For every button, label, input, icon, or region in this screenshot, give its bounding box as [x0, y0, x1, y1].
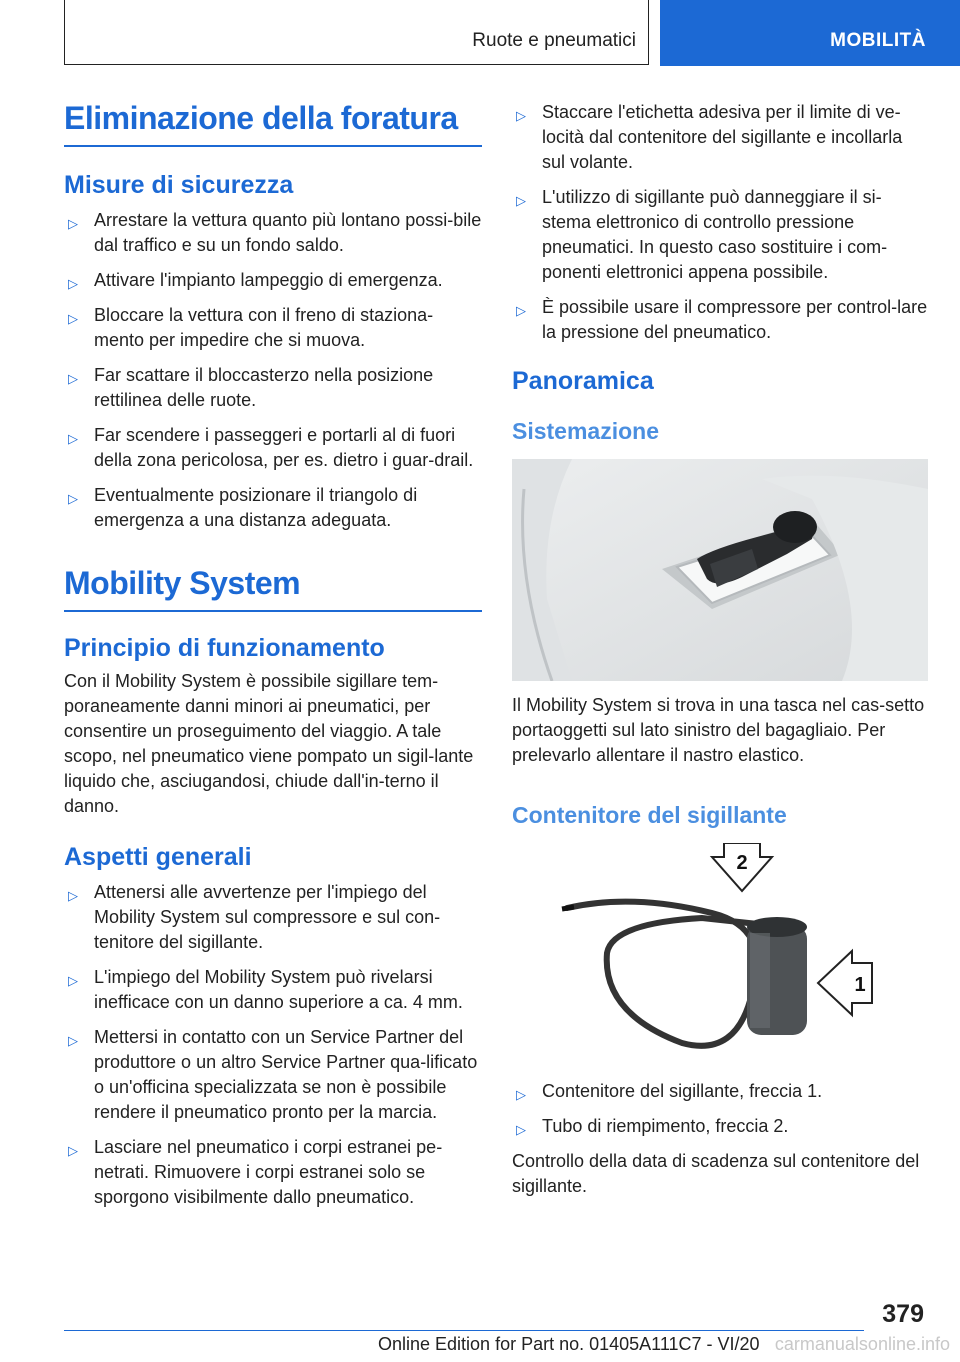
list-item: ▷ Far scendere i passeggeri e portarli al di fuori della zona pericolosa, per es. dietro i guar-drail.	[68, 425, 474, 470]
list-item: ▷ Mettersi in contatto con un Service Partner del produttore o un altro Service Partner qua-lificato o un'officina specializzata se non è possibile rendere il pneumatico pronto per la marcia.	[68, 1027, 478, 1122]
principle-paragraph: Con il Mobility System è possibile sigillare tem-poraneamente danni minori ai pneumatici, per consentire un proseguimento del viaggio. A tale scopo, nel pneumatico viene pompato un sigil-lante liquido che, asciugandosi, chiude dall'in-terno il danno.	[64, 671, 474, 816]
list-item: ▷ L'impiego del Mobility System può rivelarsi inefficace con un danno superiore a ca. 4 mm.	[68, 967, 463, 1012]
footer-divider	[64, 1330, 864, 1331]
subheading-placement: Sistemazione	[512, 418, 659, 444]
section-heading-principle: Principio di funzionamento	[64, 634, 385, 662]
arrow-2-callout	[712, 843, 772, 891]
arrow-1-label: 1	[854, 974, 866, 996]
triangle-bullet-icon: ▷	[516, 1087, 526, 1102]
list-item: ▷ Tubo di riempimento, freccia 2.	[512, 1114, 928, 1139]
list-item: ▷ Lasciare nel pneumatico i corpi estranei pe-netrati. Rimuovere i corpi estranei solo se sporgono visibilmente dallo pneumatico.	[68, 1137, 443, 1207]
triangle-bullet-icon: ▷	[68, 1143, 78, 1158]
watermark: carmanualsonline.info	[774, 1334, 950, 1354]
safety-list	[64, 208, 482, 533]
list-item: ▷ Contenitore del sigillante, freccia 1.	[512, 1079, 928, 1104]
list-item: ▷ L'utilizzo di sigillante può danneggiare il si-stema elettronico di controllo pressione pneumatici. In questo caso sostituire i com-ponenti elettronici appena possibile.	[516, 187, 888, 282]
triangle-bullet-icon: ▷	[68, 888, 78, 903]
triangle-bullet-icon: ▷	[516, 303, 526, 318]
header-chapter-tab	[660, 0, 960, 66]
section-heading-general: Aspetti generali	[64, 843, 252, 871]
list-item: ▷ Arrestare la vettura quanto più lontano possi-bile dal traffico e su un fondo saldo.	[68, 210, 482, 255]
triangle-bullet-icon: ▷	[68, 431, 78, 446]
continued-list	[512, 100, 928, 345]
section-heading-overview: Panoramica	[512, 367, 654, 395]
triangle-bullet-icon: ▷	[516, 108, 526, 123]
expiry-paragraph: Controllo della data di scadenza sul contenitore del sigillante.	[512, 1151, 920, 1196]
left-column	[64, 100, 482, 1220]
list-item: ▷ Eventualmente posizionare il triangolo di emergenza a una distanza adeguata.	[68, 485, 418, 530]
list-item: ▷ Bloccare la vettura con il freno di staziona-mento per impedire che si muova.	[68, 305, 434, 350]
triangle-bullet-icon: ▷	[68, 311, 78, 326]
triangle-bullet-icon: ▷	[68, 216, 78, 231]
triangle-bullet-icon: ▷	[516, 193, 526, 208]
page-title: Eliminazione della foratura	[64, 100, 482, 147]
list-item: ▷ Far scattare il bloccasterzo nella posizione rettilinea delle ruote.	[68, 365, 434, 410]
chapter-title-mobility: Mobility System	[64, 565, 482, 612]
general-list	[64, 880, 482, 1210]
list-item: ▷ Staccare l'etichetta adesiva per il limite di ve-locità dal contenitore del sigillante e incollarla sul volante.	[516, 102, 903, 172]
list-item: ▷ Attenersi alle avvertenze per l'impiego del Mobility System sul compressore e sul con-tenitore del sigillante.	[68, 882, 441, 952]
triangle-bullet-icon: ▷	[68, 1033, 78, 1048]
triangle-bullet-icon: ▷	[68, 371, 78, 386]
page-header	[0, 0, 960, 66]
header-section-box	[64, 0, 649, 65]
placement-paragraph: Il Mobility System si trova in una tasca nel cas-setto portaoggetti sul lato sinistro del bagagliaio. Per prelevarlo allentare il nastro elastico.	[512, 695, 925, 765]
page-number: 379	[882, 1300, 924, 1328]
right-column	[512, 100, 928, 1199]
arrow-2-label: 2	[736, 852, 748, 874]
header-chapter-title: MOBILITÀ	[830, 30, 926, 51]
sealant-container-diagram	[512, 843, 928, 1065]
arrow-1-callout	[818, 951, 872, 1015]
mobility-system-photo	[512, 459, 928, 681]
triangle-bullet-icon: ▷	[68, 973, 78, 988]
list-item: ▷ Attivare l'impianto lampeggio di emergenza.	[64, 268, 482, 293]
footer-edition: Online Edition for Part no. 01405A111C7 - VI/20	[378, 1334, 760, 1354]
triangle-bullet-icon: ▷	[68, 491, 78, 506]
header-section-title: Ruote e pneumatici	[472, 30, 636, 51]
diagram-legend-list	[512, 1079, 928, 1139]
section-heading-safety: Misure di sicurezza	[64, 171, 294, 199]
triangle-bullet-icon: ▷	[516, 1122, 526, 1137]
subheading-sealant-container: Contenitore del sigillante	[512, 802, 787, 828]
triangle-bullet-icon: ▷	[68, 276, 78, 291]
list-item: ▷ È possibile usare il compressore per control-lare la pressione del pneumatico.	[516, 297, 928, 342]
